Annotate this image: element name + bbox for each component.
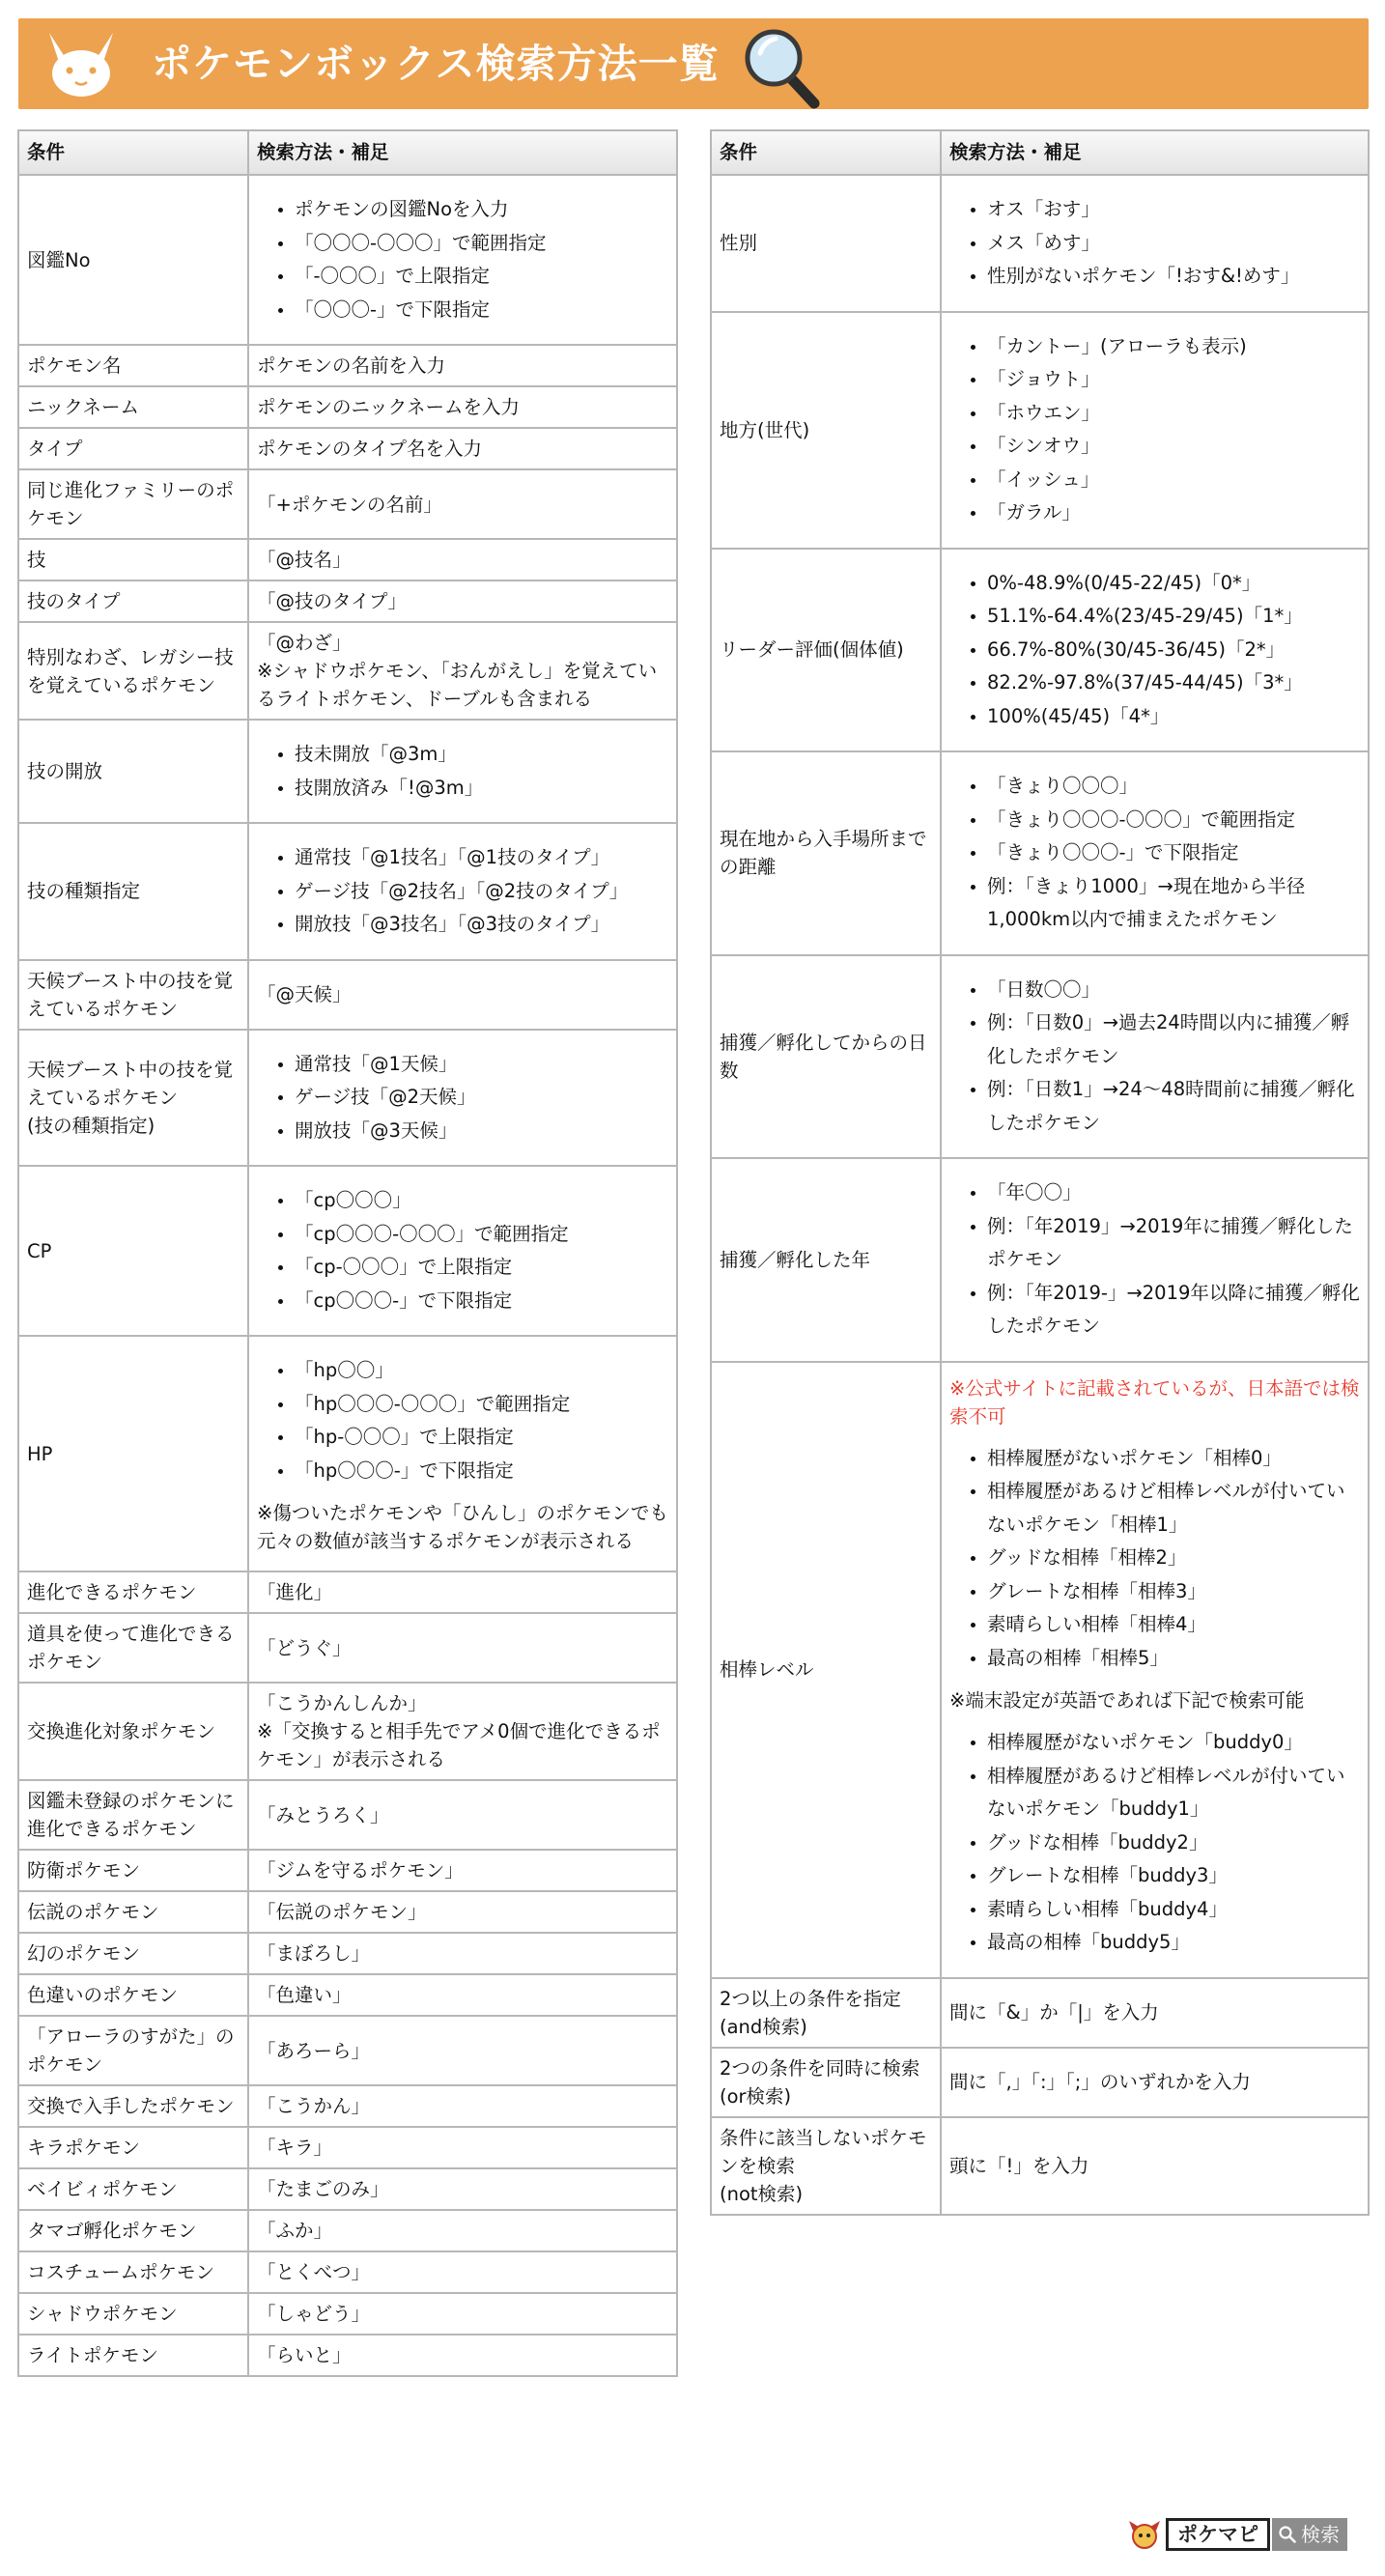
method-note: ※「交換すると相手先でアメ0個で進化できるポケモン」が表示される — [257, 1720, 661, 1770]
condition-cell: 同じ進化ファミリーのポケモン — [18, 469, 248, 539]
condition-cell: 幻のポケモン — [18, 1933, 248, 1974]
list-item: • 「cp〇〇〇」 — [295, 1184, 668, 1218]
table-row — [18, 469, 677, 539]
list-item: • 「ジョウト」 — [987, 363, 1360, 397]
method-text: 「こうかんしんか」 — [257, 1692, 427, 1714]
page-title: ポケモンボックス検索方法一覧 — [152, 41, 720, 87]
condition-cell: ライトポケモン — [18, 2335, 248, 2376]
method-cell — [941, 175, 1369, 312]
condition-cell: 技の種類指定 — [18, 823, 248, 960]
list-item: • 「hp〇〇」 — [295, 1354, 668, 1388]
list-item: • オス「おす」 — [987, 193, 1360, 227]
condition-cell: 交換で入手したポケモン — [18, 2085, 248, 2127]
table-row — [18, 1780, 677, 1850]
condition-cell: 伝説のポケモン — [18, 1891, 248, 1933]
method-cell — [248, 1933, 677, 1974]
list-item: • 「きょり〇〇〇-」で下限指定 — [987, 836, 1360, 870]
table-row — [711, 1978, 1369, 2048]
search-icon — [1278, 2525, 1297, 2544]
method-cell — [248, 2085, 677, 2127]
method-text: ポケモンのニックネームを入力 — [257, 396, 521, 418]
list-item: • 例：「日数1」→24～48時間前に捕獲／孵化したポケモン — [987, 1073, 1360, 1140]
method-cell — [941, 2048, 1369, 2117]
method-cell — [248, 469, 677, 539]
table-row — [711, 1362, 1369, 1978]
list-item: • 例：「きょり1000」→現在地から半径1,000km以内で捕まえたポケモン — [987, 870, 1360, 937]
condition-cell: シャドウポケモン — [18, 2293, 248, 2335]
list-item: • 通常技「@1天候」 — [295, 1048, 668, 1082]
method-cell — [941, 751, 1369, 955]
method-list — [257, 1354, 668, 1487]
method-text: 「ふか」 — [257, 2220, 333, 2242]
method-text: 「しゃどう」 — [257, 2303, 371, 2325]
method-cell — [941, 549, 1369, 752]
column-header-method: 検索方法・補足 — [248, 130, 677, 175]
method-text: 「色違い」 — [257, 1984, 352, 2006]
table-row — [18, 2335, 677, 2376]
condition-cell: 捕獲／孵化した年 — [711, 1158, 941, 1362]
method-list — [949, 330, 1360, 530]
list-item: • 「カントー」(アローラも表示) — [987, 330, 1360, 364]
method-text: 「みとうろく」 — [257, 1803, 389, 1826]
list-item: • 「hp-〇〇〇」で上限指定 — [295, 1421, 668, 1455]
method-cell — [941, 2117, 1369, 2215]
condition-cell: 地方(世代) — [711, 312, 941, 549]
list-item: • 相棒履歴がないポケモン「相棒0」 — [987, 1442, 1360, 1476]
table-row — [711, 175, 1369, 312]
condition-cell: タマゴ孵化ポケモン — [18, 2210, 248, 2251]
method-text: 「+ポケモンの名前」 — [257, 493, 442, 516]
condition-cell: 交換進化対象ポケモン — [18, 1683, 248, 1780]
table-row — [18, 2085, 677, 2127]
table-row — [711, 549, 1369, 752]
list-item: • 例：「年2019-」→2019年以降に捕獲／孵化したポケモン — [987, 1277, 1360, 1344]
table-row — [711, 955, 1369, 1159]
table-row — [18, 1933, 677, 1974]
right-search-table — [710, 129, 1370, 2216]
method-text: 「まぼろし」 — [257, 1942, 371, 1965]
list-item: • 「ガラル」 — [987, 496, 1360, 530]
condition-cell: 技 — [18, 539, 248, 580]
method-cell — [248, 960, 677, 1030]
table-row — [18, 622, 677, 720]
condition-cell: 色違いのポケモン — [18, 1974, 248, 2016]
method-list — [949, 193, 1360, 294]
condition-cell: ニックネーム — [18, 386, 248, 428]
method-cell — [248, 580, 677, 622]
method-cell — [248, 2168, 677, 2210]
list-item: • 技未開放「@3m」 — [295, 738, 668, 772]
list-item: • ポケモンの図鑑Noを入力 — [295, 193, 668, 227]
method-cell — [941, 955, 1369, 1159]
method-cell — [248, 2335, 677, 2376]
condition-cell: 捕獲／孵化してからの日数 — [711, 955, 941, 1159]
method-cell — [248, 1336, 677, 1571]
method-cell — [248, 386, 677, 428]
method-list — [949, 974, 1360, 1141]
table-row — [18, 2293, 677, 2335]
condition-cell: 天候ブースト中の技を覚えているポケモン (技の種類指定) — [18, 1030, 248, 1167]
list-item: • グッドな相棒「相棒2」 — [987, 1542, 1360, 1575]
method-cell — [248, 175, 677, 345]
method-note: ※端末設定が英語であれば下記で検索可能 — [949, 1689, 1305, 1712]
table-row — [18, 2016, 677, 2085]
list-item: • ゲージ技「@2天候」 — [295, 1081, 668, 1115]
warning-note: ※公式サイトに記載されているが、日本語では検索不可 — [949, 1376, 1360, 1428]
method-cell — [941, 1362, 1369, 1978]
table-row — [18, 345, 677, 386]
method-text: 「キラ」 — [257, 2137, 333, 2159]
method-text: ポケモンの名前を入力 — [257, 354, 446, 377]
table-row — [18, 1850, 677, 1891]
list-item: • 「-〇〇〇」で上限指定 — [295, 260, 668, 294]
method-text: 「@技名」 — [257, 549, 352, 571]
table-row — [18, 1030, 677, 1167]
method-cell — [248, 622, 677, 720]
table-row — [18, 580, 677, 622]
magnifier-icon — [741, 24, 822, 111]
method-cell — [941, 312, 1369, 549]
method-cell — [941, 1158, 1369, 1362]
method-text: 「伝説のポケモン」 — [257, 1901, 427, 1923]
list-item: • 「cp〇〇〇-」で下限指定 — [295, 1285, 668, 1318]
column-header-method: 検索方法・補足 — [941, 130, 1369, 175]
table-row — [18, 823, 677, 960]
list-item: • 82.2%-97.8%(37/45-44/45)「3*」 — [987, 666, 1360, 700]
method-text: 間に「&」か「|」を入力 — [949, 2001, 1159, 2024]
method-cell — [248, 539, 677, 580]
method-list — [949, 770, 1360, 937]
list-item: • 「〇〇〇-」で下限指定 — [295, 294, 668, 327]
method-text: 「らいと」 — [257, 2344, 352, 2366]
method-cell — [248, 720, 677, 823]
method-note: ※傷ついたポケモンや「ひんし」のポケモンでも元々の数値が該当するポケモンが表示される — [257, 1502, 668, 1552]
table-row — [711, 2117, 1369, 2215]
table-row — [18, 1613, 677, 1683]
condition-cell: 進化できるポケモン — [18, 1571, 248, 1613]
table-row — [18, 1683, 677, 1780]
condition-cell: 2つ以上の条件を指定 (and検索) — [711, 1978, 941, 2048]
table-row — [18, 1166, 677, 1336]
table-row — [18, 960, 677, 1030]
search-button[interactable] — [1272, 2518, 1347, 2551]
list-item: • 通常技「@1技名」「@1技のタイプ」 — [295, 841, 668, 875]
condition-cell: 現在地から入手場所までの距離 — [711, 751, 941, 955]
method-cell — [248, 1850, 677, 1891]
method-list — [257, 193, 668, 326]
footer-brand[interactable] — [1127, 2517, 1363, 2552]
method-text: 「どうぐ」 — [257, 1636, 352, 1659]
method-text: 「@技のタイプ」 — [257, 590, 408, 612]
condition-cell: 技の開放 — [18, 720, 248, 823]
list-item: • 例：「日数0」→過去24時間以内に捕獲／孵化したポケモン — [987, 1006, 1360, 1073]
list-item: • グッドな相棒「buddy2」 — [987, 1826, 1360, 1860]
list-item: • 技開放済み「!@3m」 — [295, 772, 668, 806]
table-header-row — [711, 130, 1369, 175]
method-cell — [248, 2210, 677, 2251]
method-text: 「ジムを守るポケモン」 — [257, 1859, 464, 1882]
condition-cell: 図鑑No — [18, 175, 248, 345]
condition-cell: リーダー評価(個体値) — [711, 549, 941, 752]
method-list — [257, 1184, 668, 1317]
list-item: • 51.1%-64.4%(23/45-29/45)「1*」 — [987, 600, 1360, 634]
method-text: 頭に「!」を入力 — [949, 2154, 1089, 2177]
list-item: • 例：「年2019」→2019年に捕獲／孵化したポケモン — [987, 1210, 1360, 1277]
method-text: 「@天候」 — [257, 983, 352, 1005]
method-list — [949, 1726, 1360, 1960]
column-header-condition: 条件 — [18, 130, 248, 175]
method-cell — [248, 1891, 677, 1933]
method-cell — [248, 1166, 677, 1336]
list-item: • 「シンオウ」 — [987, 430, 1360, 464]
table-row — [18, 2210, 677, 2251]
condition-cell: 特別なわざ、レガシー技を覚えているポケモン — [18, 622, 248, 720]
condition-cell: 図鑑未登録のポケモンに進化できるポケモン — [18, 1780, 248, 1850]
method-list — [949, 1442, 1360, 1676]
list-item: • 相棒履歴があるけど相棒レベルが付いていないポケモン「相棒1」 — [987, 1475, 1360, 1542]
table-row — [711, 312, 1369, 549]
table-row — [711, 2048, 1369, 2117]
list-item: • 素晴らしい相棒「buddy4」 — [987, 1893, 1360, 1927]
condition-cell: HP — [18, 1336, 248, 1571]
list-item: • 「きょり〇〇〇-〇〇〇」で範囲指定 — [987, 804, 1360, 837]
list-item: • 相棒履歴があるけど相棒レベルが付いていないポケモン「buddy1」 — [987, 1760, 1360, 1826]
list-item: • 「ホウエン」 — [987, 397, 1360, 431]
list-item: • グレートな相棒「相棒3」 — [987, 1575, 1360, 1609]
table-row — [711, 751, 1369, 955]
table-row — [18, 2168, 677, 2210]
method-cell — [248, 1683, 677, 1780]
method-text: 「とくべつ」 — [257, 2261, 371, 2283]
pikachu-face-icon — [40, 27, 123, 100]
condition-cell: ポケモン名 — [18, 345, 248, 386]
list-item: • ゲージ技「@2技名」「@2技のタイプ」 — [295, 875, 668, 909]
list-item: • 最高の相棒「buddy5」 — [987, 1926, 1360, 1960]
method-list — [949, 567, 1360, 734]
method-list — [257, 738, 668, 805]
method-text: 「たまごのみ」 — [257, 2178, 389, 2200]
method-text: 「@わざ」 — [257, 632, 352, 654]
table-row — [18, 2251, 677, 2293]
table-header-row — [18, 130, 677, 175]
table-row — [18, 2127, 677, 2168]
table-row — [711, 1158, 1369, 1362]
list-item: • 「hp〇〇〇-〇〇〇」で範囲指定 — [295, 1388, 668, 1422]
brand-logo[interactable]: ポケマピ — [1166, 2518, 1270, 2551]
method-text: 間に「,」「:」「;」のいずれかを入力 — [949, 2071, 1251, 2093]
list-item: • 「イッシュ」 — [987, 464, 1360, 497]
condition-cell: キラポケモン — [18, 2127, 248, 2168]
method-cell — [248, 1613, 677, 1683]
method-cell — [248, 2127, 677, 2168]
list-item: • 相棒履歴がないポケモン「buddy0」 — [987, 1726, 1360, 1760]
column-header-condition: 条件 — [711, 130, 941, 175]
method-text: 「こうかん」 — [257, 2095, 371, 2117]
condition-cell: 条件に該当しないポケモンを検索 (not検索) — [711, 2117, 941, 2215]
condition-cell: コスチュームポケモン — [18, 2251, 248, 2293]
method-cell — [248, 428, 677, 469]
table-row — [18, 428, 677, 469]
method-list — [949, 1176, 1360, 1344]
table-row — [18, 720, 677, 823]
method-list — [257, 1048, 668, 1148]
condition-cell: 「アローラのすがた」のポケモン — [18, 2016, 248, 2085]
method-cell — [248, 2016, 677, 2085]
list-item: • 0%-48.9%(0/45-22/45)「0*」 — [987, 567, 1360, 601]
method-text: 「進化」 — [257, 1581, 333, 1603]
method-cell — [248, 823, 677, 960]
method-cell — [248, 2251, 677, 2293]
method-note: ※シャドウポケモン、「おんがえし」を覚えているライトポケモン、ドーブルも含まれる — [257, 660, 658, 710]
method-text: ポケモンのタイプ名を入力 — [257, 438, 483, 460]
table-row — [18, 386, 677, 428]
search-button-label: 検索 — [1301, 2523, 1340, 2546]
method-text: 「あろーら」 — [257, 2039, 371, 2062]
condition-cell: 相棒レベル — [711, 1362, 941, 1978]
method-cell — [248, 1974, 677, 2016]
list-item: • 「〇〇〇-〇〇〇」で範囲指定 — [295, 227, 668, 261]
table-row — [18, 1336, 677, 1571]
table-row — [18, 1571, 677, 1613]
list-item: • 素晴らしい相棒「相棒4」 — [987, 1608, 1360, 1642]
condition-cell: 防衛ポケモン — [18, 1850, 248, 1891]
list-item: • 「cp-〇〇〇」で上限指定 — [295, 1251, 668, 1285]
list-item: • 「hp〇〇〇-」で下限指定 — [295, 1455, 668, 1488]
method-cell — [248, 1780, 677, 1850]
condition-cell: CP — [18, 1166, 248, 1336]
list-item: • 性別がないポケモン「!おす&!めす」 — [987, 260, 1360, 294]
condition-cell: 技のタイプ — [18, 580, 248, 622]
method-cell — [248, 1030, 677, 1167]
table-row — [18, 1891, 677, 1933]
page-header — [18, 18, 1369, 109]
method-list — [257, 841, 668, 942]
method-cell — [248, 345, 677, 386]
condition-cell: 性別 — [711, 175, 941, 312]
list-item: • 「cp〇〇〇-〇〇〇」で範囲指定 — [295, 1218, 668, 1252]
table-row — [18, 539, 677, 580]
condition-cell: 道具を使って進化できるポケモン — [18, 1613, 248, 1683]
list-item: • 66.7%-80%(30/45-36/45)「2*」 — [987, 634, 1360, 667]
list-item: • 「年〇〇」 — [987, 1176, 1360, 1210]
list-item: • 最高の相棒「相棒5」 — [987, 1642, 1360, 1676]
list-item: • 「きょり〇〇〇」 — [987, 770, 1360, 804]
list-item: • 100%(45/45)「4*」 — [987, 700, 1360, 734]
condition-cell: タイプ — [18, 428, 248, 469]
list-item: • 開放技「@3天候」 — [295, 1115, 668, 1148]
list-item: • 開放技「@3技名」「@3技のタイプ」 — [295, 908, 668, 942]
list-item: • グレートな相棒「buddy3」 — [987, 1859, 1360, 1893]
table-row — [18, 1974, 677, 2016]
left-search-table — [17, 129, 678, 2377]
list-item: • 「日数〇〇」 — [987, 974, 1360, 1007]
condition-cell: 2つの条件を同時に検索 (or検索) — [711, 2048, 941, 2117]
method-cell — [941, 1978, 1369, 2048]
mascot-icon — [1127, 2517, 1162, 2552]
table-row — [18, 175, 677, 345]
condition-cell: 天候ブースト中の技を覚えているポケモン — [18, 960, 248, 1030]
condition-cell: ベイビィポケモン — [18, 2168, 248, 2210]
list-item: • メス「めす」 — [987, 227, 1360, 261]
method-cell — [248, 2293, 677, 2335]
method-cell — [248, 1571, 677, 1613]
